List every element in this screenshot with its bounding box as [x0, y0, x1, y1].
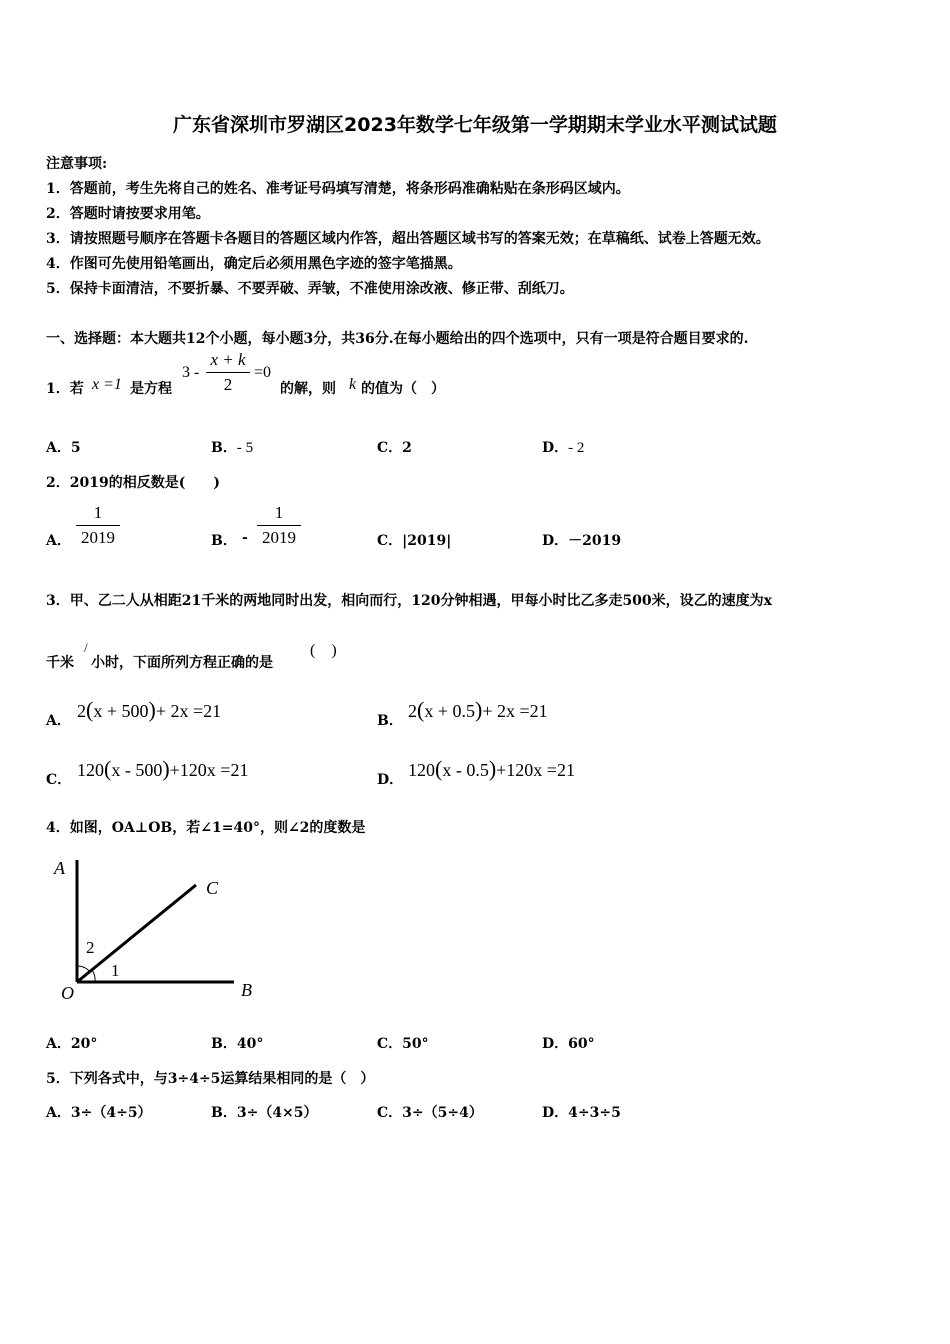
q1-frac-den: 2 — [223, 375, 233, 394]
note-item-3: 3．请按照题号顺序在答题卡各题目的答题区域内作答，超出答题区域书写的答案无效；在草稿纸、试卷上答题无效。 — [46, 231, 770, 247]
q5-option-b: B．3÷（4×5） — [211, 1105, 318, 1121]
q2-option-b-sign: - — [242, 530, 248, 546]
q1-condition: x =1 — [92, 376, 122, 393]
q2-option-a-fraction: 1 2019 — [76, 503, 120, 548]
q3-option-b-label: B． — [377, 713, 403, 729]
q1-eq-left: 3 - — [182, 364, 200, 381]
q1-suffix1: 的解，则 — [280, 381, 336, 397]
label-b: B — [241, 980, 252, 1000]
ray-oc — [77, 885, 196, 982]
q5-option-d: D．4÷3÷5 — [542, 1105, 621, 1121]
q3-option-d-label: D． — [377, 772, 404, 788]
q4-stem: 4．如图，OA⊥OB，若∠1=40°，则∠2的度数是 — [46, 820, 366, 836]
label-c: C — [206, 878, 219, 898]
q3-option-c-label: C． — [46, 772, 72, 788]
q4-option-c: C．50° — [377, 1036, 429, 1052]
q2-option-c: C．|2019| — [377, 533, 452, 549]
label-a: A — [54, 858, 65, 878]
q3-stem-unit: 千米 — [46, 655, 74, 671]
q3-stem-line1: 3．甲、乙二人从相距21千米的两地同时出发，相向而行，120分钟相遇，甲每小时比乙多走500米，设乙的速度为x — [46, 593, 773, 609]
note-item-1: 1．答题前，考生先将自己的姓名、准考证号码填写清楚，将条形码准确粘贴在条形码区域内。 — [46, 181, 630, 197]
q3-slash: / — [84, 640, 88, 655]
q3-option-a-eq: 2(x + 500)+ 2x =21 — [77, 697, 222, 722]
q1-option-d: D．- 2 — [542, 440, 585, 456]
note-item-5: 5．保持卡面清洁，不要折暴、不要弄破、弄皱，不准使用涂改液、修正带、刮纸刀。 — [46, 281, 574, 297]
q1-suffix2: 的值为（ ） — [361, 381, 445, 397]
q4-option-b: B．40° — [211, 1036, 264, 1052]
q2-option-b-label: B． — [211, 533, 237, 549]
q3-option-b-eq: 2(x + 0.5)+ 2x =21 — [408, 697, 548, 722]
q1-eq-right: =0 — [254, 364, 272, 381]
q3-option-a-label: A． — [46, 713, 71, 729]
q1-option-b: B．- 5 — [211, 440, 254, 456]
note-item-2: 2．答题时请按要求用笔。 — [46, 206, 210, 222]
note-item-4: 4．作图可先使用铅笔画出，确定后必须用黑色字迹的签字笔描黑。 — [46, 256, 462, 272]
q1-frac-num: x + k — [210, 350, 246, 369]
label-o: O — [61, 983, 74, 1003]
exam-title: 广东省深圳市罗湖区2023年数学七年级第一学期期末学业水平测试试题 — [173, 114, 777, 136]
q1-option-c: C．2 — [377, 440, 412, 456]
q2-option-d: D．－2019 — [542, 533, 622, 549]
section-heading: 一、选择题：本大题共12个小题，每小题3分，共36分.在每小题给出的四个选项中，只有一项是符合题目要求的. — [46, 331, 749, 347]
q1-var: k — [349, 376, 357, 393]
notes-heading: 注意事项: — [46, 156, 108, 172]
q5-option-c: C．3÷（5÷4） — [377, 1105, 483, 1121]
q3-option-d-eq: 120(x - 0.5)+120x =21 — [408, 756, 575, 781]
q5-option-a: A．3÷（4÷5） — [46, 1105, 152, 1121]
q5-stem: 5．下列各式中，与3÷4÷5运算结果相同的是（ ） — [46, 1071, 375, 1087]
q2-stem: 2．2019的相反数是( ) — [46, 475, 220, 491]
q3-paren: ( ) — [310, 642, 337, 659]
q1-fraction — [206, 350, 250, 395]
q1-frac-bar — [206, 372, 250, 373]
label-angle-2: 2 — [86, 938, 95, 957]
q2-option-a-label: A． — [46, 533, 71, 549]
q1-prefix: 1．若 — [46, 381, 84, 397]
label-angle-1: 1 — [111, 961, 120, 980]
q1-option-a: A．5 — [46, 440, 81, 456]
angle-1-arc — [92, 970, 95, 982]
q4-angle-figure — [48, 852, 268, 1007]
q3-option-c-eq: 120(x - 500)+120x =21 — [77, 756, 249, 781]
q3-stem-line2: 小时，下面所列方程正确的是 — [91, 655, 273, 671]
q4-option-a: A．20° — [46, 1036, 98, 1052]
q1-mid: 是方程 — [130, 381, 172, 397]
q4-option-d: D．60° — [542, 1036, 595, 1052]
q2-option-b-fraction: 1 2019 — [257, 503, 301, 548]
